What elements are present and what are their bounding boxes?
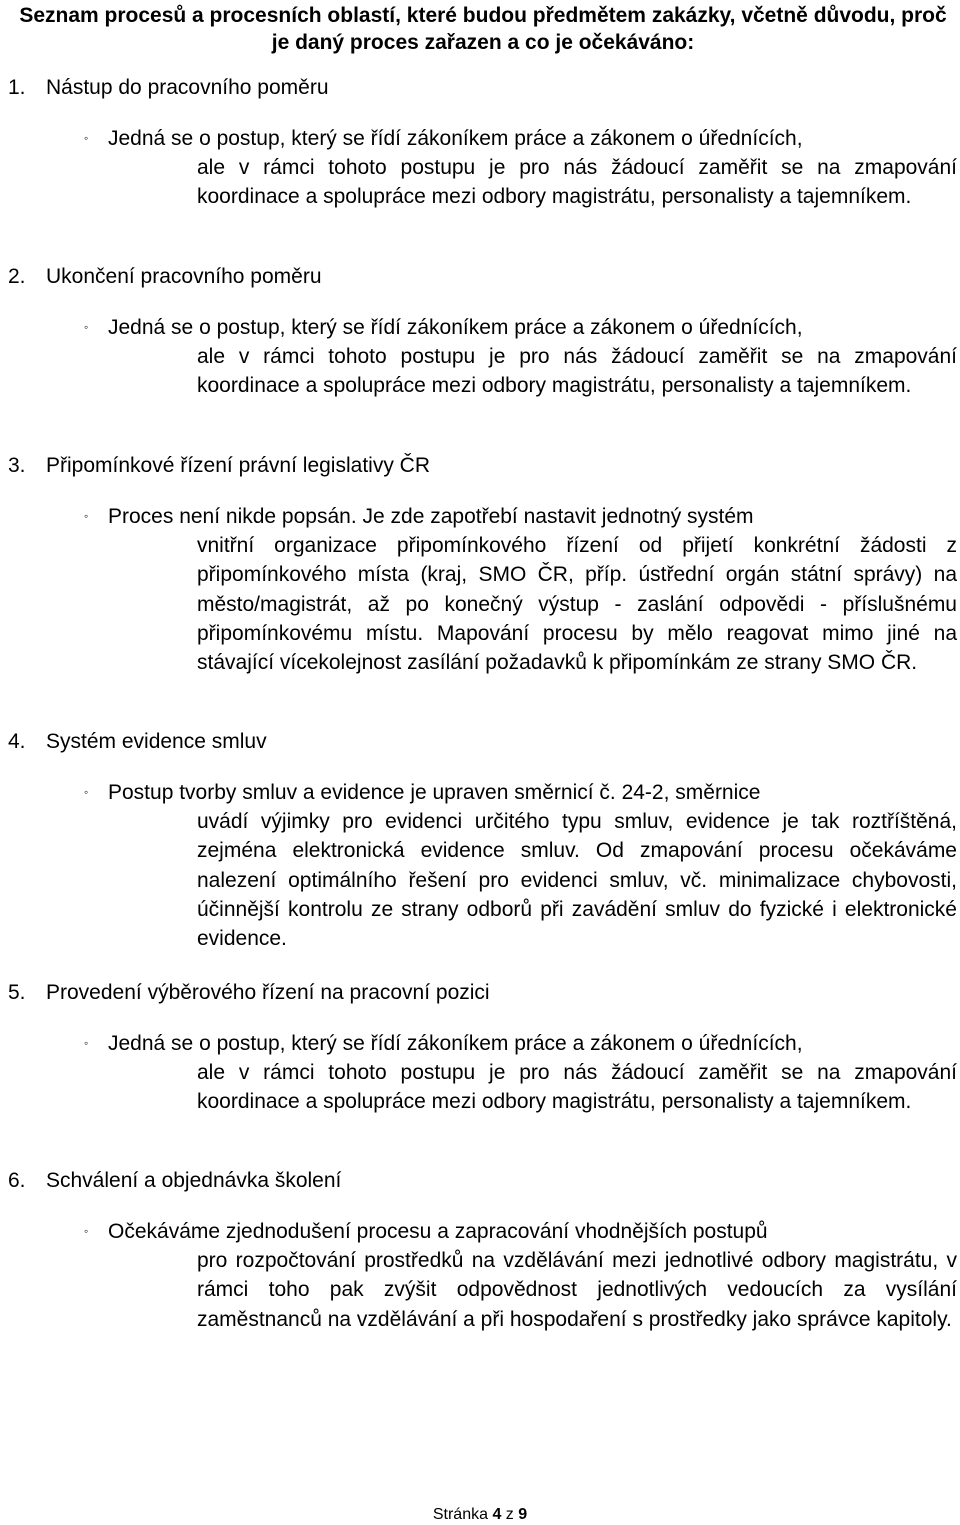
bullet-icon: ◦ — [84, 320, 89, 334]
page-heading: Seznam procesů a procesních oblastí, které budou předmětem zakázky, včetně důvodu, proč je daný proces zařazen a co je očekáváno: — [19, 4, 947, 54]
section-title-text: Provedení výběrového řízení na pracovní pozici — [46, 981, 490, 1004]
section-first-line: Jedná se o postup, který se řídí zákoníkem práce a zákonem o úřednících, — [108, 127, 803, 150]
section-number: 3. — [8, 454, 26, 477]
section-body: vnitřní organizace připomínkového řízení od přijetí konkrétní žádosti z připomínkového místa (kraj, SMO ČR, příp. ústřední orgán státní správy) na město/magistrát, až po konečný výstup - zaslání odpovědi - příslušnému připomínkovému místu. Mapování procesu by mělo reagovat mimo jiné na stávající vícekolejnost zasílání požadavků k připomínkám ze strany SMO ČR. — [197, 534, 957, 675]
section-title — [8, 452, 430, 480]
section-first-line: Jedná se o postup, který se řídí zákoníkem práce a zákonem o úřednících, — [108, 1032, 803, 1055]
section-number: 2. — [8, 265, 26, 288]
section-body: pro rozpočtování prostředků na vzdělávání mezi jednotlivé odbory magistrátu, v rámci toho pak zvýšit odpovědnost jednotlivých vedoucích za vysílání zaměstnanců na vzdělávání a při hospodaření s prostředky jako správce kapitoly. — [197, 1249, 957, 1331]
bullet-icon: ◦ — [84, 785, 89, 799]
section-title — [8, 1167, 341, 1195]
page-footer — [0, 1505, 960, 1525]
total-page-count: 9 — [518, 1506, 528, 1523]
section-title — [8, 263, 322, 291]
section-title-text: Nástup do pracovního poměru — [46, 76, 329, 99]
section-body: ale v rámci tohoto postupu je pro nás žádoucí zaměřit se na zmapování koordinace a spolupráce mezi odbory magistrátu, personalisty a tajemníkem. — [197, 1061, 957, 1114]
section-title — [8, 979, 490, 1007]
section-title — [8, 74, 329, 102]
section-number: 6. — [8, 1169, 26, 1192]
section-first-line: Očekáváme zjednodušení procesu a zapracování vhodnějších postupů — [108, 1220, 768, 1243]
section-body: ale v rámci tohoto postupu je pro nás žádoucí zaměřit se na zmapování koordinace a spolupráce mezi odbory magistrátu, personalisty a tajemníkem. — [197, 156, 957, 209]
bullet-icon: ◦ — [84, 509, 89, 523]
section-title-text: Připomínkové řízení právní legislativy ČR — [46, 454, 430, 477]
page-label: Stránka — [432, 1506, 488, 1523]
bullet-icon: ◦ — [84, 131, 89, 145]
section-number: 1. — [8, 76, 26, 99]
section-title — [8, 728, 267, 756]
section-first-line: Postup tvorby smluv a evidence je upraven směrnicí č. 24-2, směrnice — [108, 781, 761, 804]
current-page-number: 4 — [492, 1506, 502, 1523]
section-number: 4. — [8, 730, 26, 753]
section-number: 5. — [8, 981, 26, 1004]
page-separator: z — [505, 1506, 514, 1523]
section-body: uvádí výjimky pro evidenci určitého typu smluv, evidence je tak roztříštěná, zejména elektronická evidence smluv. Od zmapování procesu očekáváme nalezení optimálního řešení pro evidenci smluv, vč. minimalizace chybovosti, účinnější kontrolu ze strany odborů při zavádění smluv do fyzické i elektronické evidence. — [197, 810, 957, 951]
section-body: ale v rámci tohoto postupu je pro nás žádoucí zaměřit se na zmapování koordinace a spolupráce mezi odbory magistrátu, personalisty a tajemníkem. — [197, 345, 957, 398]
section-title-text: Ukončení pracovního poměru — [46, 265, 322, 288]
section-title-text: Schválení a objednávka školení — [46, 1169, 342, 1192]
section-title-text: Systém evidence smluv — [46, 730, 267, 753]
section-first-line: Jedná se o postup, který se řídí zákoníkem práce a zákonem o úřednících, — [108, 316, 803, 339]
section-first-line: Proces není nikde popsán. Je zde zapotřebí nastavit jednotný systém — [108, 505, 754, 528]
bullet-icon: ◦ — [84, 1224, 89, 1238]
bullet-icon: ◦ — [84, 1036, 89, 1050]
